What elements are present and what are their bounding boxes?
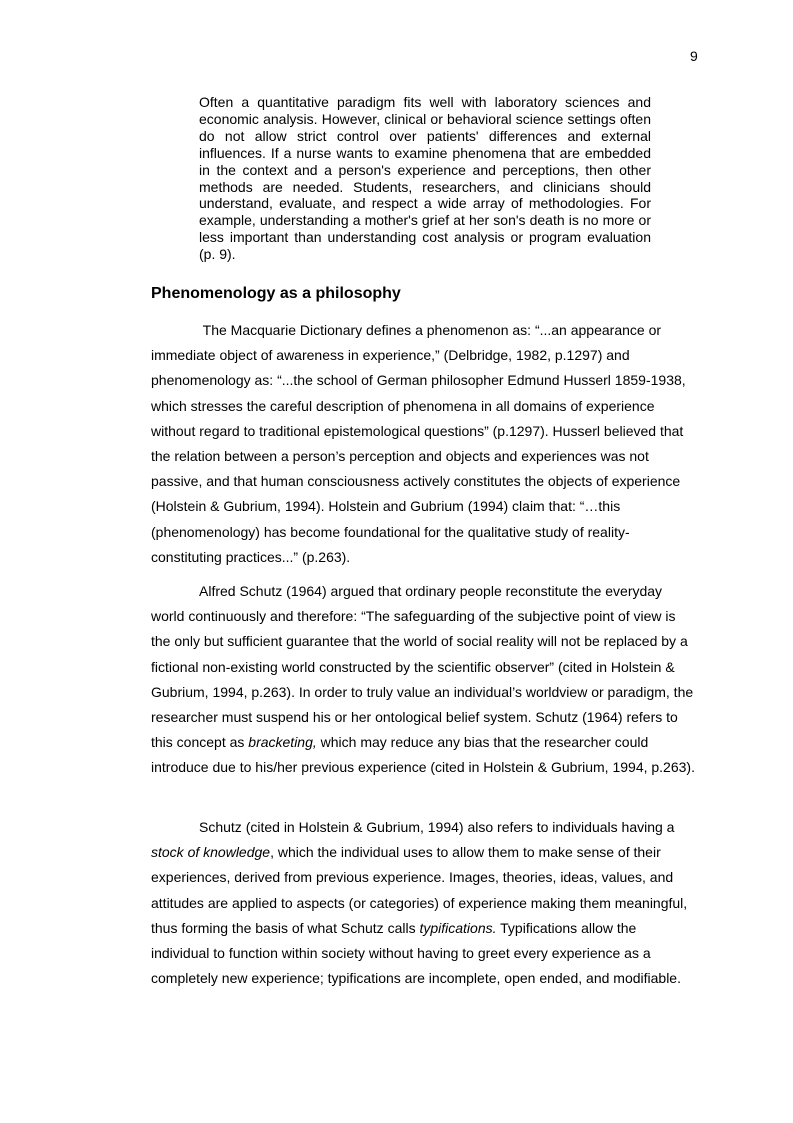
paragraph-1 xyxy=(151,318,697,570)
paragraph-2-text-b: which may reduce any bias that the researcher could introduce due to his/her previous experience (cited in Holstein & Gubrium, 1994, p.263). xyxy=(151,734,695,776)
term-bracketing: bracketing, xyxy=(248,734,317,751)
paragraph-3-text-c: Typifications allow the individual to function within society without having to greet every experience as a completely new experience; typifications are incomplete, open ended, and modifiable. xyxy=(151,919,681,987)
paragraph-1-text: The Macquarie Dictionary defines a phenomenon as: “...an appearance or immediate object of awareness in experience,” (Delbridge, 1982, p.1297) and phenomenology as: “...the school of German philosopher Edmund Husserl 1859-1938, which stresses the careful description of phenomena in all domains of experience without regard to traditional epistemological questions” (p.1297). Husserl believed that the relation between a person’s perception and objects and experiences was not passive, and that human consciousness actively constitutes the objects of experience (Holstein & Gubrium, 1994). Holstein and Gubrium (1994) claim that: “…this (phenomenology) has become foundational for the qualitative study of reality-constituting practices...” (p.263). xyxy=(151,322,686,565)
paragraph-2 xyxy=(151,579,697,781)
paragraph-3-text-b: , which the individual uses to allow them to make sense of their experiences, derived from previous experience. Images, theories, ideas, values, and attitudes are applied to aspects (or categories) of experience making them meaningful, thus forming the basis of what Schutz calls xyxy=(151,844,688,936)
paragraph-2-text-a: Alfred Schutz (1964) argued that ordinary people reconstitute the everyday world continuously and therefore: “The safeguarding of the subjective point of view is the only but sufficient guarantee that the world of social reality will not be replaced by a fictional non-existing world constructed by the scientific observer” (cited in Holstein & Gubrium, 1994, p.263). In order to truly value an individual’s worldview or paradigm, the researcher must suspend his or her ontological belief system. Schutz (1964) refers to this concept as xyxy=(151,583,694,751)
block-quote: Often a quantitative paradigm fits well with laboratory sciences and economic analysis. However, clinical or behavioral science settings often do not allow strict control over patients' differences and external influences. If a nurse wants to examine phenomena that are embedded in the context and a person's experience and perceptions, then other methods are needed. Students, researchers, and clinicians should understand, evaluate, and respect a wide array of methodologies. For example, understanding a mother's grief at her son's death is no more or less important than understanding cost analysis or program evaluation (p. 9). xyxy=(199,94,651,263)
term-stock-of-knowledge: stock of knowledge xyxy=(151,844,271,861)
paragraph-3 xyxy=(151,815,697,991)
term-typifications: typifications. xyxy=(419,919,497,936)
section-heading: Phenomenology as a philosophy xyxy=(151,285,401,302)
paragraph-3-text-a: Schutz (cited in Holstein & Gubrium, 1994) also refers to individuals having a xyxy=(199,819,675,835)
page-number: 9 xyxy=(690,48,698,64)
